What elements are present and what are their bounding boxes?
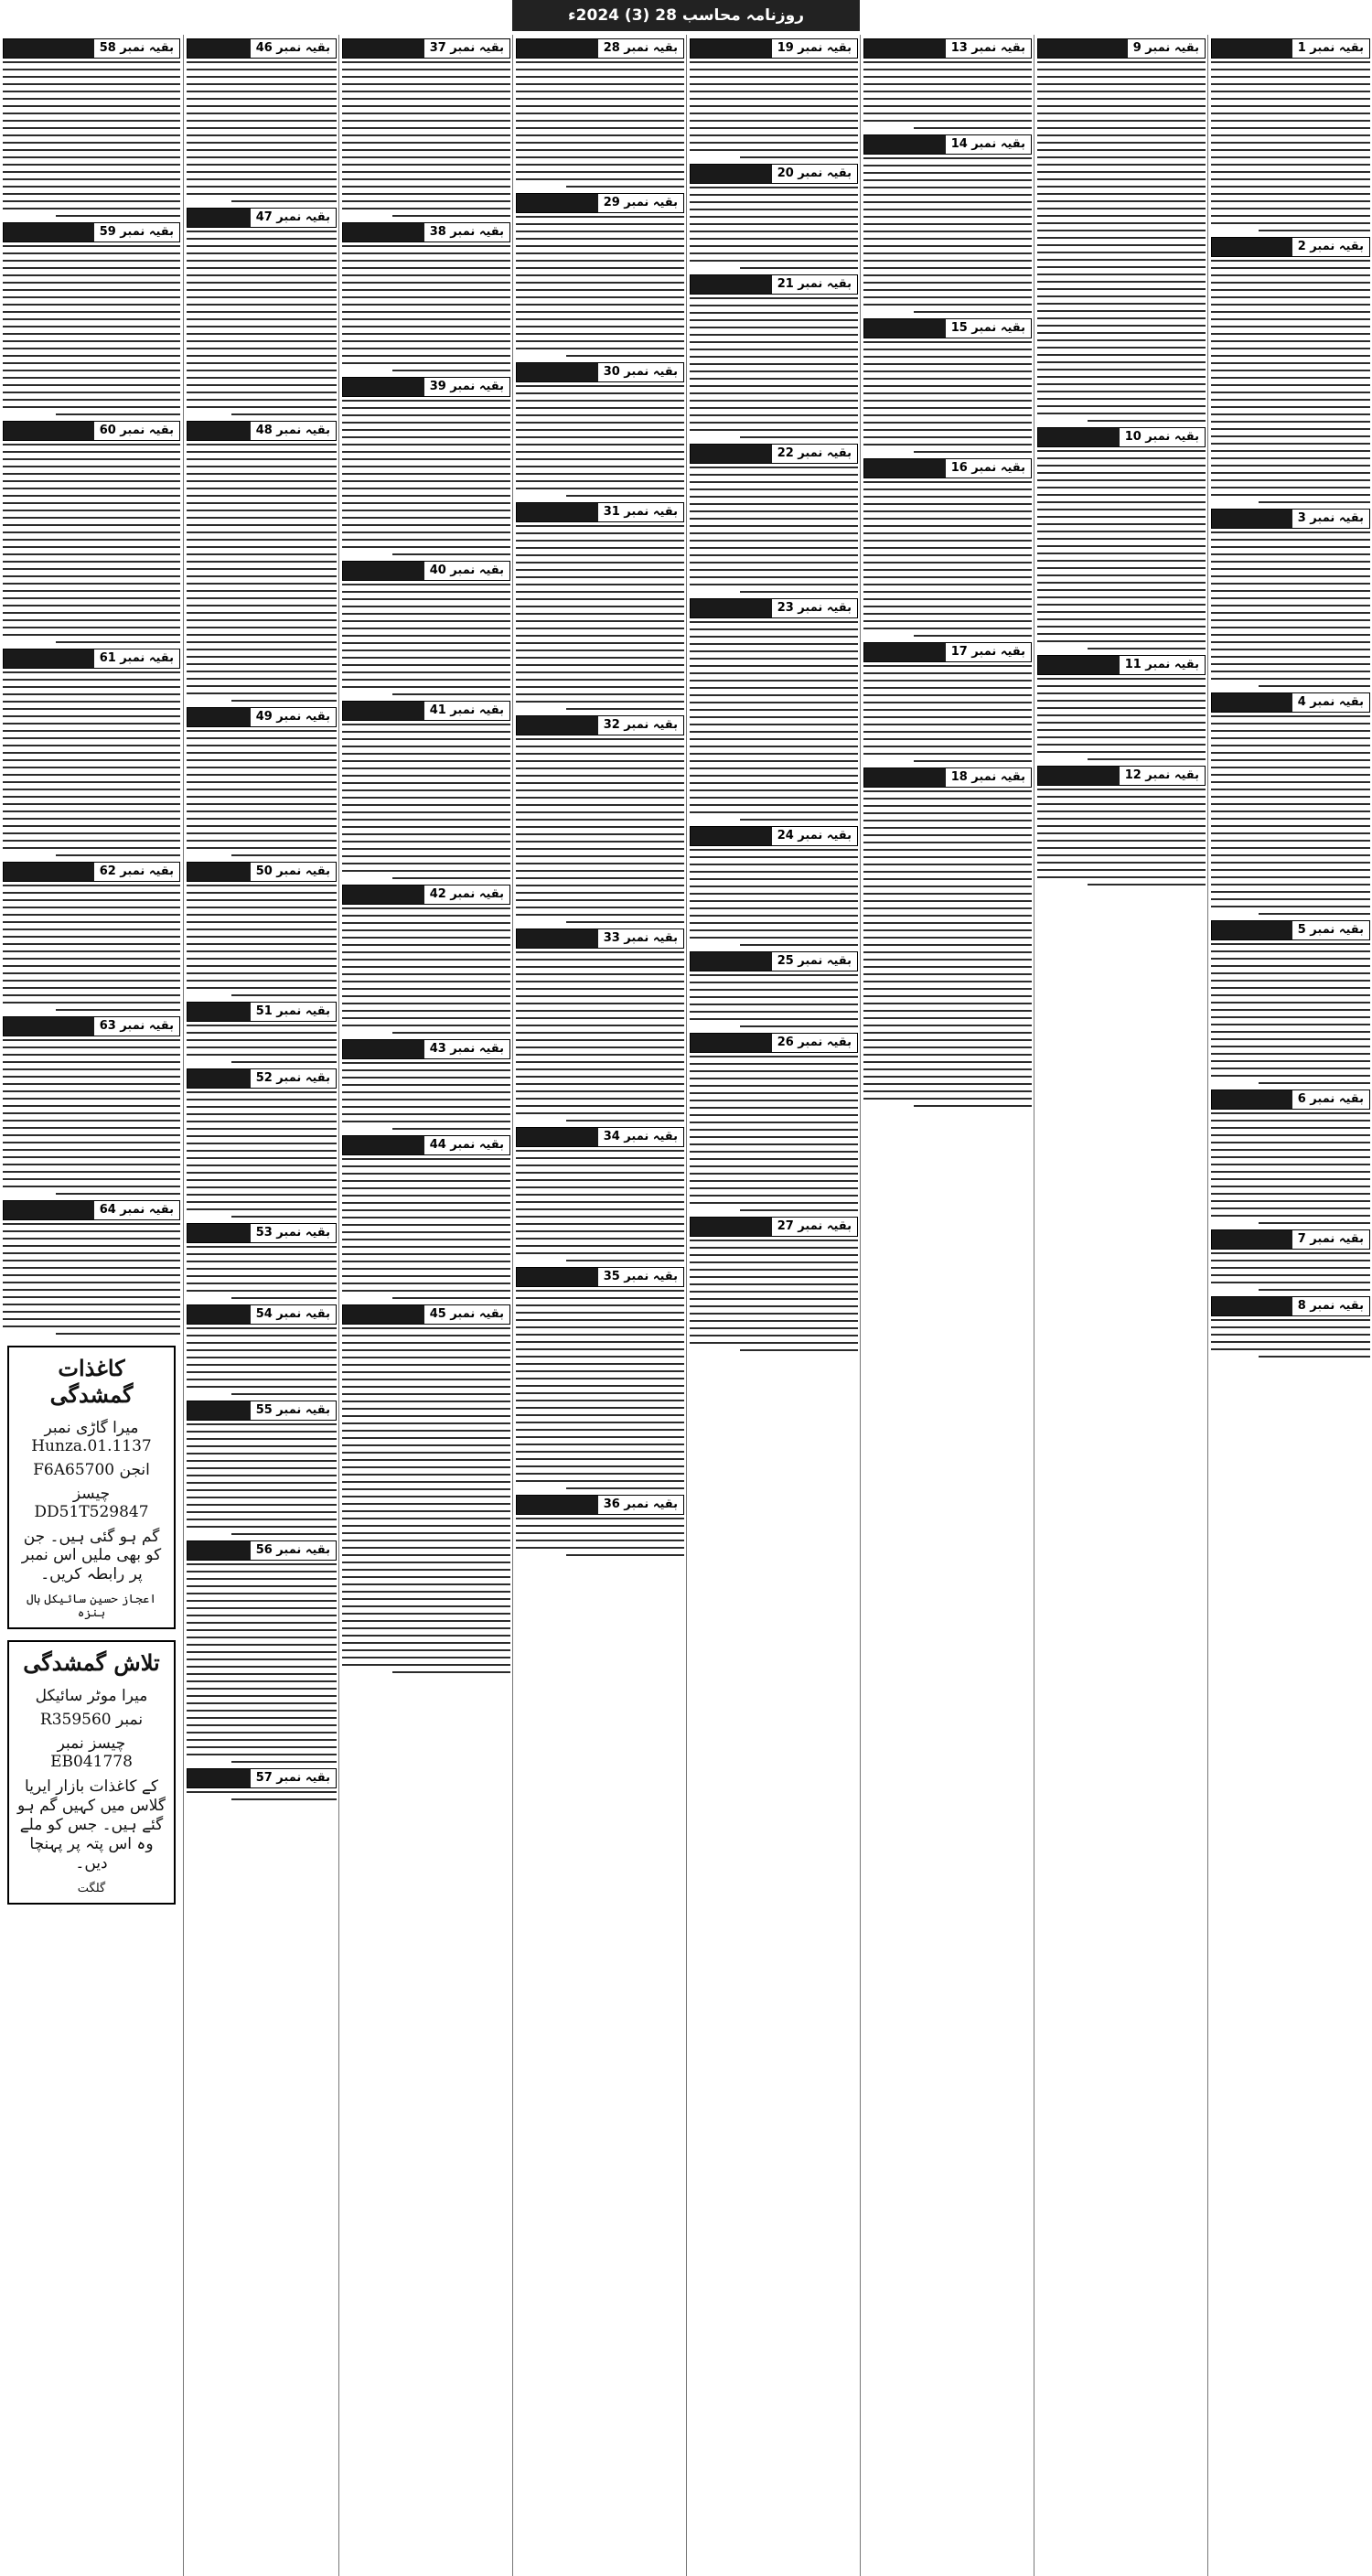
continuation-tag — [690, 274, 858, 295]
continuation-tag — [863, 767, 1032, 788]
continuation-block — [1211, 920, 1370, 1084]
body-text-lines — [187, 1327, 337, 1395]
continuation-tag-label: بقیہ نمبر 60 — [94, 422, 179, 440]
body-text-lines — [187, 885, 337, 996]
continuation-tag-label: بقیہ نمبر 32 — [598, 716, 683, 735]
continuation-block — [342, 885, 510, 1034]
body-text-lines — [863, 790, 1032, 1107]
continuation-tag — [863, 458, 1032, 478]
continuation-tag — [690, 1217, 858, 1237]
continuation-tag — [690, 951, 858, 971]
continuation-tag-label: بقیہ نمبر 55 — [251, 1401, 336, 1420]
continuation-tag-label: بقیہ نمبر 49 — [251, 708, 336, 726]
continuation-block — [187, 421, 337, 702]
body-text-lines — [342, 1062, 510, 1130]
column-3 — [338, 35, 513, 2576]
continuation-tag — [187, 1002, 337, 1022]
continuation-tag — [1211, 1089, 1370, 1110]
continuation-tag — [516, 193, 684, 213]
continuation-tag-label: بقیہ نمبر 47 — [251, 209, 336, 227]
continuation-tag — [516, 362, 684, 382]
body-text-lines — [516, 1518, 684, 1556]
continuation-tag-label: بقیہ نمبر 5 — [1292, 921, 1369, 939]
column-4 — [512, 35, 687, 2576]
continuation-tag — [1211, 1229, 1370, 1250]
body-text-lines — [187, 1246, 337, 1299]
continuation-tag — [690, 38, 858, 59]
column-7 — [1034, 35, 1208, 2576]
continuation-tag — [516, 1127, 684, 1147]
continuation-tag — [1211, 692, 1370, 713]
continuation-block — [690, 951, 858, 1027]
continuation-block — [187, 1068, 337, 1218]
continuation-tag-label: بقیہ نمبر 4 — [1292, 693, 1369, 712]
body-text-lines — [3, 1039, 180, 1195]
body-text-lines — [187, 730, 337, 856]
continuation-tag-label: بقیہ نمبر 6 — [1292, 1090, 1369, 1109]
continuation-block — [3, 38, 180, 217]
continuation-tag — [1037, 655, 1206, 675]
continuation-tag-label: بقیہ نمبر 51 — [251, 1003, 336, 1021]
body-text-lines — [187, 61, 337, 202]
continuation-tag — [187, 38, 337, 59]
body-text-lines — [516, 525, 684, 710]
lost-documents-ad — [7, 1346, 176, 1629]
continuation-tag — [1211, 237, 1370, 257]
continuation-tag-label: بقیہ نمبر 22 — [772, 445, 857, 463]
continuation-block — [690, 598, 858, 821]
body-text-lines — [690, 61, 858, 158]
continuation-block — [690, 164, 858, 269]
continuation-block — [516, 193, 684, 357]
continuation-tag — [516, 502, 684, 522]
continuation-block — [187, 38, 337, 202]
continuation-tag-label: بقیہ نمبر 2 — [1292, 238, 1369, 256]
continuation-block — [863, 134, 1032, 313]
continuation-tag-label: بقیہ نمبر 12 — [1120, 767, 1205, 785]
ad-row: چیسز نمبر EB041778 — [50, 1734, 133, 1771]
continuation-tag-label: بقیہ نمبر 33 — [598, 929, 683, 948]
body-text-lines — [863, 61, 1032, 129]
body-text-lines — [1211, 531, 1370, 687]
continuation-block — [690, 1033, 858, 1211]
continuation-tag — [516, 1267, 684, 1287]
continuation-block — [187, 1223, 337, 1299]
continuation-tag — [863, 38, 1032, 59]
column-5 — [686, 35, 861, 2576]
continuation-tag-label: بقیہ نمبر 54 — [251, 1305, 336, 1324]
body-text-lines — [863, 481, 1032, 637]
continuation-block — [187, 208, 337, 415]
body-text-lines — [1211, 715, 1370, 915]
continuation-block — [3, 1200, 180, 1335]
continuation-tag-label: بقیہ نمبر 17 — [946, 643, 1031, 661]
continuation-block — [3, 649, 180, 856]
body-text-lines — [1211, 260, 1370, 503]
continuation-block — [3, 421, 180, 643]
ad-row: انجن F6A65700 — [33, 1461, 150, 1479]
body-text-lines — [342, 907, 510, 1034]
continuation-block — [516, 1495, 684, 1556]
continuation-tag — [342, 377, 510, 397]
continuation-block — [1037, 427, 1206, 649]
body-text-lines — [3, 1223, 180, 1335]
continuation-tag-label: بقیہ نمبر 61 — [94, 649, 179, 668]
continuation-tag-label: بقیہ نمبر 35 — [598, 1268, 683, 1286]
continuation-tag-label: بقیہ نمبر 25 — [772, 952, 857, 971]
body-text-lines — [187, 1791, 337, 1800]
continuation-block — [3, 862, 180, 1011]
body-text-lines — [516, 951, 684, 1122]
continuation-tag-label: بقیہ نمبر 36 — [598, 1496, 683, 1514]
continuation-tag — [690, 826, 858, 846]
body-text-lines — [187, 231, 337, 415]
continuation-tag-label: بقیہ نمبر 30 — [598, 363, 683, 381]
continuation-tag — [1037, 766, 1206, 786]
continuation-block — [342, 1135, 510, 1299]
continuation-tag — [187, 1768, 337, 1788]
continuation-block — [342, 1304, 510, 1673]
continuation-block — [342, 38, 510, 217]
continuation-tag-label: بقیہ نمبر 7 — [1292, 1230, 1369, 1249]
ad-advertiser: گلگت — [77, 1882, 106, 1895]
continuation-tag — [342, 701, 510, 721]
continuation-tag-label: بقیہ نمبر 39 — [424, 378, 509, 396]
continuation-tag-label: بقیہ نمبر 29 — [598, 194, 683, 212]
continuation-block — [1211, 1296, 1370, 1358]
continuation-tag — [516, 38, 684, 59]
continuation-tag — [863, 642, 1032, 662]
continuation-block — [1211, 509, 1370, 687]
continuation-tag-label: بقیہ نمبر 45 — [424, 1305, 509, 1324]
body-text-lines — [516, 1290, 684, 1489]
body-text-lines — [1211, 1252, 1370, 1291]
continuation-tag — [1211, 920, 1370, 940]
continuation-tag-label: بقیہ نمبر 56 — [251, 1541, 336, 1560]
continuation-tag-label: بقیہ نمبر 48 — [251, 422, 336, 440]
body-text-lines — [690, 974, 858, 1027]
body-text-lines — [3, 671, 180, 856]
body-text-lines — [516, 1150, 684, 1261]
continuation-tag — [187, 1068, 337, 1089]
ad-title: کاغذات گمشدگی — [49, 1355, 134, 1408]
continuation-tag-label: بقیہ نمبر 37 — [424, 39, 509, 58]
ad-row: میرا موٹر سائیکل — [35, 1687, 148, 1705]
body-text-lines — [342, 245, 510, 371]
continuation-block — [1037, 655, 1206, 760]
body-text-lines — [690, 467, 858, 593]
continuation-tag — [342, 38, 510, 59]
continuation-tag-label: بقیہ نمبر 26 — [772, 1034, 857, 1052]
continuation-block — [187, 1401, 337, 1535]
body-text-lines — [1037, 678, 1206, 760]
continuation-block — [516, 715, 684, 923]
continuation-tag — [187, 421, 337, 441]
body-text-lines — [187, 1025, 337, 1063]
body-text-lines — [342, 61, 510, 217]
continuation-tag — [187, 1223, 337, 1243]
body-text-lines — [1211, 943, 1370, 1084]
continuation-tag-label: بقیہ نمبر 41 — [424, 702, 509, 720]
continuation-tag-label: بقیہ نمبر 43 — [424, 1040, 509, 1058]
body-text-lines — [516, 738, 684, 923]
body-text-lines — [1037, 450, 1206, 649]
continuation-block — [3, 1016, 180, 1195]
continuation-block — [1037, 766, 1206, 886]
continuation-tag — [863, 318, 1032, 338]
continuation-block — [187, 707, 337, 856]
continuation-block — [690, 1217, 858, 1351]
continuation-tag-label: بقیہ نمبر 11 — [1120, 656, 1205, 674]
body-text-lines — [187, 1091, 337, 1218]
body-text-lines — [690, 621, 858, 821]
continuation-tag-label: بقیہ نمبر 27 — [772, 1218, 857, 1236]
body-text-lines — [342, 584, 510, 695]
body-text-lines — [187, 1563, 337, 1763]
body-text-lines — [516, 61, 684, 188]
continuation-tag — [690, 598, 858, 618]
continuation-block — [516, 1267, 684, 1489]
continuation-block — [342, 377, 510, 555]
continuation-tag-label: بقیہ نمبر 20 — [772, 165, 857, 183]
body-text-lines — [3, 885, 180, 1011]
continuation-tag-label: بقیہ نمبر 18 — [946, 768, 1031, 787]
continuation-tag-label: بقیہ نمبر 10 — [1120, 428, 1205, 446]
continuation-tag — [3, 1016, 180, 1036]
body-text-lines — [187, 1423, 337, 1535]
continuation-block — [342, 1039, 510, 1130]
body-text-lines — [690, 1056, 858, 1211]
continuation-block — [1211, 1089, 1370, 1224]
ad-row: گم ہو گئی ہیں۔ جن کو بھی ملیں اس نمبر پر رابطہ کریں۔ — [21, 1528, 162, 1583]
continuation-block — [1037, 38, 1206, 422]
continuation-tag-label: بقیہ نمبر 24 — [772, 827, 857, 845]
continuation-tag — [3, 222, 180, 242]
continuation-tag-label: بقیہ نمبر 58 — [94, 39, 179, 58]
continuation-tag — [187, 707, 337, 727]
continuation-block — [1211, 38, 1370, 231]
continuation-tag — [516, 715, 684, 735]
body-text-lines — [690, 849, 858, 946]
continuation-tag-label: بقیہ نمبر 9 — [1128, 39, 1205, 58]
continuation-block — [342, 701, 510, 879]
continuation-tag-label: بقیہ نمبر 1 — [1292, 39, 1369, 58]
body-text-lines — [516, 385, 684, 497]
continuation-block — [863, 458, 1032, 637]
column-2 — [183, 35, 339, 2576]
continuation-block — [3, 222, 180, 415]
body-text-lines — [342, 1327, 510, 1673]
continuation-tag — [1211, 38, 1370, 59]
continuation-block — [516, 502, 684, 710]
body-text-lines — [690, 297, 858, 438]
continuation-block — [187, 862, 337, 996]
continuation-tag — [3, 1200, 180, 1220]
continuation-tag — [187, 862, 337, 882]
continuation-tag-label: بقیہ نمبر 21 — [772, 275, 857, 294]
continuation-tag — [342, 1304, 510, 1325]
column-6 — [860, 35, 1034, 2576]
body-text-lines — [3, 444, 180, 643]
body-text-lines — [1037, 789, 1206, 886]
continuation-tag — [187, 1304, 337, 1325]
continuation-tag-label: بقیہ نمبر 23 — [772, 599, 857, 617]
column-1 — [0, 35, 183, 2576]
ad-row: نمبر R359560 — [39, 1711, 144, 1729]
continuation-tag — [1211, 1296, 1370, 1316]
continuation-tag-label: بقیہ نمبر 64 — [94, 1201, 179, 1219]
continuation-tag — [187, 1401, 337, 1421]
continuation-block — [863, 318, 1032, 453]
continuation-tag-label: بقیہ نمبر 34 — [598, 1128, 683, 1146]
body-text-lines — [1211, 1112, 1370, 1224]
continuation-block — [690, 826, 858, 946]
search-lost-ad — [7, 1640, 176, 1905]
body-text-lines — [690, 1240, 858, 1351]
continuation-tag-label: بقیہ نمبر 59 — [94, 223, 179, 242]
body-text-lines — [342, 724, 510, 879]
body-text-lines — [863, 665, 1032, 762]
continuation-block — [863, 767, 1032, 1107]
continuation-block — [690, 274, 858, 438]
continuation-block — [1211, 237, 1370, 503]
ad-row: چیسز DD51T529847 — [34, 1485, 149, 1521]
continuation-block — [187, 1540, 337, 1763]
continuation-tag-label: بقیہ نمبر 14 — [946, 135, 1031, 154]
masthead-date-banner — [512, 0, 860, 31]
continuation-block — [187, 1002, 337, 1063]
body-text-lines — [187, 444, 337, 702]
body-text-lines — [690, 187, 858, 269]
continuation-block — [516, 1127, 684, 1261]
continuation-tag-label: بقیہ نمبر 52 — [251, 1069, 336, 1088]
continuation-block — [1211, 692, 1370, 915]
body-text-lines — [3, 245, 180, 415]
continuation-tag — [863, 134, 1032, 155]
ad-advertiser: اعجاز حسین سائیکل ہال ہنزہ — [27, 1593, 156, 1620]
body-text-lines — [342, 400, 510, 555]
continuation-block — [1211, 1229, 1370, 1291]
continuation-tag — [1211, 509, 1370, 529]
continuation-tag — [1037, 427, 1206, 447]
continuation-tag — [187, 1540, 337, 1561]
continuation-tag — [187, 208, 337, 228]
continuation-tag-label: بقیہ نمبر 57 — [251, 1769, 336, 1787]
continuation-tag-label: بقیہ نمبر 62 — [94, 863, 179, 881]
continuation-tag — [516, 1495, 684, 1515]
body-text-lines — [863, 157, 1032, 313]
continuation-tag — [3, 862, 180, 882]
continuation-block — [863, 38, 1032, 129]
continuation-tag — [3, 38, 180, 59]
continuation-tag — [342, 561, 510, 581]
body-text-lines — [1211, 61, 1370, 231]
body-text-lines — [1211, 1319, 1370, 1358]
continuation-block — [187, 1304, 337, 1395]
continuation-tag-label: بقیہ نمبر 31 — [598, 503, 683, 521]
continuation-tag-label: بقیہ نمبر 44 — [424, 1136, 509, 1154]
continuation-tag-label: بقیہ نمبر 63 — [94, 1017, 179, 1036]
column-8 — [1207, 35, 1372, 2576]
body-text-lines — [1037, 61, 1206, 422]
continuation-tag — [3, 649, 180, 669]
continuation-tag — [690, 164, 858, 184]
continuation-tag-label: بقیہ نمبر 3 — [1292, 510, 1369, 528]
ad-title: تلاش گمشدگی — [23, 1649, 160, 1676]
continuation-tag — [1037, 38, 1206, 59]
continuation-tag-label: بقیہ نمبر 53 — [251, 1224, 336, 1242]
continuation-tag-label: بقیہ نمبر 50 — [251, 863, 336, 881]
continuation-block — [187, 1768, 337, 1800]
continuation-tag-label: بقیہ نمبر 46 — [251, 39, 336, 58]
body-text-lines — [3, 61, 180, 217]
continuation-block — [690, 444, 858, 593]
continuation-block — [516, 362, 684, 497]
continuation-block — [342, 222, 510, 371]
continuation-tag-label: بقیہ نمبر 40 — [424, 562, 509, 580]
continuation-block — [690, 38, 858, 158]
continuation-block — [516, 928, 684, 1122]
continuation-tag-label: بقیہ نمبر 13 — [946, 39, 1031, 58]
continuation-tag — [516, 928, 684, 949]
masthead-title: روزنامہ محاسب 28 (3) 2024ء — [567, 6, 805, 25]
body-text-lines — [863, 341, 1032, 453]
continuation-tag-label: بقیہ نمبر 8 — [1292, 1297, 1369, 1315]
body-text-lines — [516, 216, 684, 357]
continuation-tag-label: بقیہ نمبر 28 — [598, 39, 683, 58]
continuation-tag — [690, 444, 858, 464]
continuation-block — [516, 38, 684, 188]
continuation-tag-label: بقیہ نمبر 16 — [946, 459, 1031, 478]
continuation-tag — [342, 222, 510, 242]
continuation-tag-label: بقیہ نمبر 19 — [772, 39, 857, 58]
continuation-block — [342, 561, 510, 695]
continuation-tag-label: بقیہ نمبر 42 — [424, 886, 509, 904]
ad-row: میرا گاڑی نمبر Hunza.01.1137 — [31, 1419, 152, 1455]
continuation-tag-label: بقیہ نمبر 38 — [424, 223, 509, 242]
continuation-tag-label: بقیہ نمبر 15 — [946, 319, 1031, 338]
continuation-tag — [342, 1135, 510, 1155]
continuation-tag — [342, 1039, 510, 1059]
continuation-block — [863, 642, 1032, 762]
newspaper-page — [0, 35, 1372, 2576]
continuation-tag — [690, 1033, 858, 1053]
continuation-tag — [3, 421, 180, 441]
continuation-tag — [342, 885, 510, 905]
ad-row: کے کاغذات بازار ایریا گلاس میں کہیں گم ہو گئے ہیں۔ جس کو ملے وہ اس پتہ پر پہنچا دیں۔ — [16, 1777, 166, 1873]
body-text-lines — [342, 1158, 510, 1299]
